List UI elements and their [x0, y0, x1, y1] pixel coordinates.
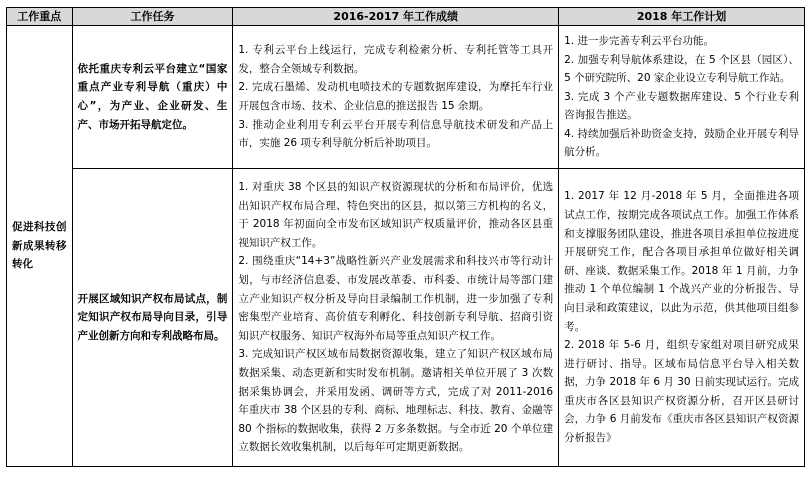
achievements-cell — [233, 26, 559, 169]
table-row — [7, 169, 805, 467]
task-cell: 依托重庆专利云平台建立“国家重点产业专利导航（重庆）中心”，为产业、企业研发、生产、市场开拓导航定位。 — [72, 26, 233, 169]
achievement-item: 1. 专利云平台上线运行，完成专利检索分析、专利托管等工具开发，整合全领域专利数据。 — [238, 44, 554, 75]
achievement-item: 1. 对重庆 38 个区县的知识产权资源现状的分析和布局评价，优选出知识产权布局合理、特色突出的区县，拟以第三方机构的名义，于 2018 年初面向全市发布区域知识产权质量评价，推动各区县重视知识产权工作。 — [238, 181, 554, 249]
achievement-item: 2. 围绕重庆“14+3”战略性新兴产业发展需求和科技兴市等行动计划，与市经济信息委、市发展改革委、市科委、市统计局等部门建立产业知识产权分析及导向目录编制工作机制，进一步加强了专利密集型产业培育、高价值专利孵化、科技创新专利导航、招商引资知识产权服务、知识产权海外布局等重点知识产权工作。 — [238, 255, 554, 342]
achievement-item: 2. 完成石墨烯、发动机电喷技术的专题数据库建设，为摩托车行业开展包含市场、技术、企业信息的推送报告 15 余期。 — [238, 81, 554, 112]
plans-cell — [559, 26, 805, 169]
table-row — [7, 26, 805, 169]
header-2016-2017-achievements: 2016-2017 年工作成绩 — [233, 8, 559, 26]
plans-cell — [559, 169, 805, 467]
task-cell: 开展区域知识产权布局试点，制定知识产权布局导向目录，引导产业创新方向和专利战略布局。 — [72, 169, 233, 467]
achievements-cell — [233, 169, 559, 467]
header-task: 工作任务 — [72, 8, 233, 26]
header-2018-plan: 2018 年工作计划 — [559, 8, 805, 26]
plan-item: 4. 持续加强后补助资金支持，鼓励企业开展专利导航分析。 — [564, 127, 799, 159]
plan-item: 3. 完成 3 个产业专题数据库建设、5 个行业专利咨询报告推送。 — [564, 90, 799, 122]
plan-item: 1. 进一步完善专利云平台功能。 — [564, 34, 714, 47]
work-plan-table — [6, 7, 805, 467]
achievement-item: 3. 完成知识产权区域布局数据资源收集，建立了知识产权区域布局数据采集、动态更新和实时发布机制。邀请相关单位开展了 3 次数据采集协调会，并采用发函、调研等方式，完成了对 2011-2016 年重庆市 38 个区县的专利、商标、地理标志、科技、教育、金融等 80 个指标的数据收集，获得 2 万多条数据。与全市近 20 个单位建立数据长效收集机制，以后每年可定期更新数据。 — [238, 348, 554, 454]
header-focus: 工作重点 — [7, 8, 73, 26]
plan-item: 2. 2018 年 5-6 月，组织专家组对项目研究成果进行研讨、指导。区域布局信息平台导入相关数据，力争 2018 年 6 月 30 日前实现试运行。完成重庆市各区县知识产权资源分析，召开区县研讨会，力争 6 月前发布《重庆市各区县知识产权资源分析报告》 — [564, 339, 799, 445]
plan-item: 2. 加强专利导航体系建设，在 5 个区县（园区）、5 个研究院所、20 家企业设立专利导航工作站。 — [564, 53, 799, 85]
plan-item: 1. 2017 年 12 月-2018 年 5 月，全面推进各项试点工作，按期完成各项试点工作。加强工作体系和支撑服务团队建设，推进各项目承担单位按进度开展研究工作，配合各项目承担单位做好相关调研、座谈、数据采集工作。2018 年 1 月前，力争推动 1 个单位编制 1 个战兴产业的分析报告、导向目录和政策建议，以此为示范，供其他项目组参考。 — [564, 190, 799, 333]
header-row — [7, 8, 805, 26]
achievement-item: 3. 推动企业利用专利云平台开展专利信息导航技术研发和产品上市，实施 26 项专利导航分析后补助项目。 — [238, 118, 554, 150]
focus-cell: 促进科技创新成果转移转化 — [7, 26, 73, 467]
